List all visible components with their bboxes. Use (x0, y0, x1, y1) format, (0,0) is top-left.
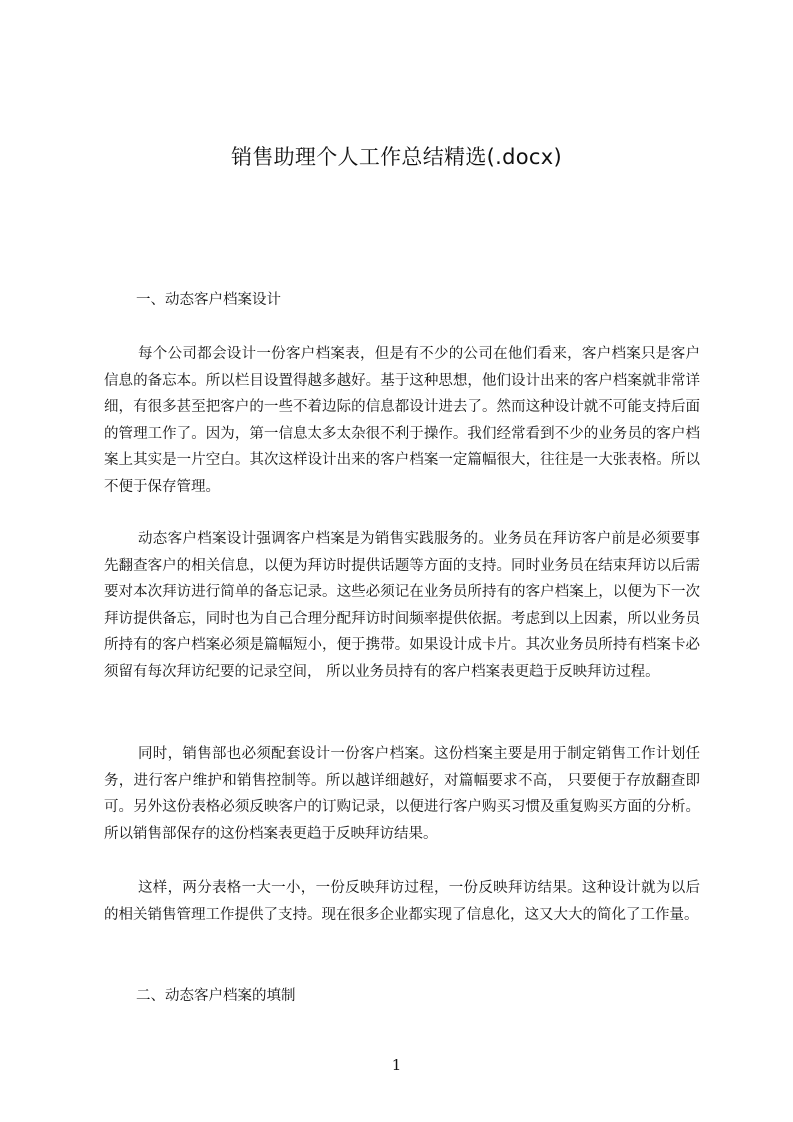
paragraph-3: 同时，销售部也必须配套设计一份客户档案。这份档案主要是用于制定销售工作计划任务，进行客户维护和销售控制等。所以越详细越好，对篇幅要求不高， 只要便于存放翻查即可。另外这份表格必须反映客户的订购记录，以便进行客户购买习惯及重复购买方面的分析。所以销售部保存的这份档案表更趋于反映拜访结果。 (104, 746, 700, 842)
section-heading-2: 二、动态客户档案的填制 (136, 988, 296, 1004)
section-heading-1: 一、动态客户档案设计 (136, 292, 281, 308)
paragraph-1: 每个公司都会设计一份客户档案表，但是有不少的公司在他们看来，客户档案只是客户信息的备忘本。所以栏目设置得越多越好。基于这种思想，他们设计出来的客户档案就非常详细，有很多甚至把客户的一些不着边际的信息都设计进去了。然而这种设计就不可能支持后面的管理工作了。因为，第一信息太多太杂很不利于操作。我们经常看到不少的业务员的客户档案上其实是一片空白。其次这样设计出来的客户档案一定篇幅很大，往往是一大张表格。所以不便于保存管理。 (104, 346, 700, 495)
paragraph-4: 这样，两分表格一大一小，一份反映拜访过程，一份反映拜访结果。这种设计就为以后的相关销售管理工作提供了支持。现在很多企业都实现了信息化，这又大大的简化了工作量。 (104, 880, 700, 923)
paragraph-2: 动态客户档案设计强调客户档案是为销售实践服务的。业务员在拜访客户前是必须要事先翻查客户的相关信息，以便为拜访时提供话题等方面的支持。同时业务员在结束拜访以后需要对本次拜访进行简单的备忘记录。这些必须记在业务员所持有的客户档案上，以便为下一次拜访提供备忘，同时也为自己合理分配拜访时间频率提供依据。考虑到以上因素，所以业务员所持有的客户档案必须是篇幅短小，便于携带。如果设计成卡片。其次业务员所持有档案卡必须留有每次拜访纪要的记录空间， 所以业务员持有的客户档案表更趋于反映拜访过程。 (104, 531, 700, 680)
document-title: 销售助理个人工作总结精选(.docx) (231, 145, 562, 169)
page-number: 1 (391, 1056, 402, 1074)
